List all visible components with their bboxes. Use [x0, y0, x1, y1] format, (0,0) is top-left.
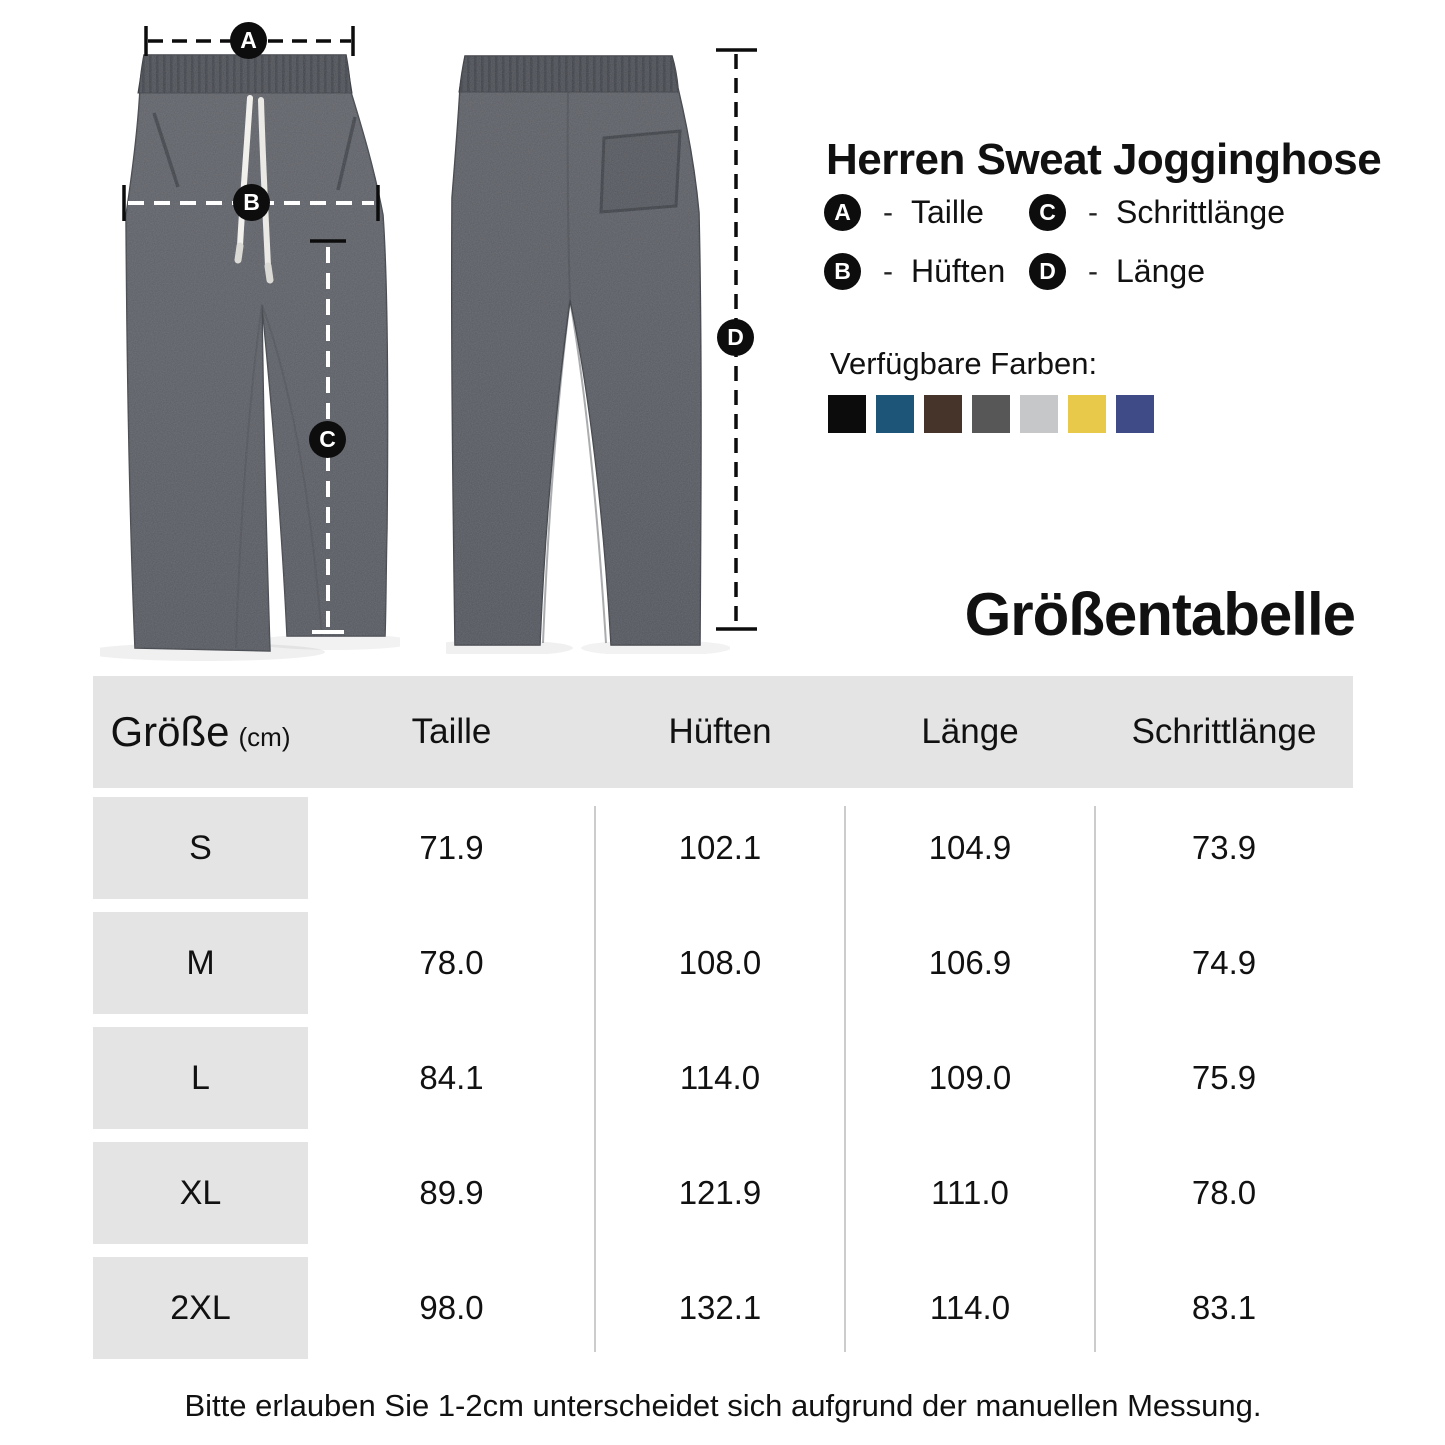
- header-cell-taille: Taille: [411, 712, 492, 751]
- color-swatch-gelb: [1068, 395, 1106, 433]
- value-cell: 114.0: [679, 1059, 761, 1096]
- table-row-s: [93, 797, 1353, 899]
- legend-separator: -: [1088, 254, 1098, 288]
- value-cell: 98.0: [419, 1289, 484, 1326]
- value-cell: 108.0: [678, 944, 762, 981]
- table-row-m: [93, 912, 1353, 1014]
- available-colors-heading: Verfügbare Farben:: [830, 346, 1098, 381]
- value-cell: 78.0: [419, 944, 484, 981]
- table-row-xl: [93, 1142, 1353, 1244]
- header-size-unit: (cm): [238, 722, 291, 752]
- diagram-badge-b: B: [233, 184, 270, 221]
- value-cell: 83.1: [1191, 1289, 1257, 1326]
- legend-label-hueften: Hüften: [911, 253, 1006, 289]
- front-heather-texture: [126, 55, 388, 651]
- column-divider: [1094, 806, 1096, 1352]
- size-cell: L: [191, 1059, 210, 1097]
- legend-badge-c: C: [1029, 194, 1066, 231]
- value-cell: 89.9: [419, 1174, 484, 1211]
- pants-back-photo: [446, 48, 730, 654]
- size-chart-header: [93, 676, 1353, 788]
- color-swatch-hellgrau: [1020, 395, 1058, 433]
- value-cell: 104.9: [928, 829, 1012, 866]
- diagram-badge-c: C: [309, 421, 346, 458]
- legend-item-c: [1029, 194, 1285, 231]
- value-cell: 78.0: [1191, 1174, 1257, 1211]
- legend-badge-a: A: [824, 194, 861, 231]
- legend-item-b: [824, 253, 1005, 290]
- color-swatch-dunkelgrau: [972, 395, 1010, 433]
- table-row-2xl: [93, 1257, 1353, 1359]
- diagram-badge-a: A: [230, 22, 267, 59]
- legend-label-laenge: Länge: [1116, 253, 1205, 289]
- pants-front-photo: [100, 48, 400, 662]
- back-heather-texture: [452, 56, 701, 645]
- value-cell: 102.1: [678, 829, 762, 866]
- value-cell: 114.0: [929, 1289, 1011, 1326]
- value-cell: 132.1: [678, 1289, 762, 1326]
- legend-item-a: [824, 194, 984, 231]
- legend-label-taille: Taille: [911, 194, 984, 230]
- legend-badge-b: B: [824, 253, 861, 290]
- product-title: Herren Sweat Jogginghose: [826, 135, 1382, 185]
- color-swatch-row: [828, 395, 1154, 433]
- value-cell: 71.9: [419, 829, 484, 866]
- color-swatch-marineblau: [1116, 395, 1154, 433]
- header-cell-hueften: Hüften: [668, 712, 772, 751]
- size-cell: S: [189, 829, 212, 867]
- value-cell: 73.9: [1191, 829, 1257, 866]
- legend-badge-d: D: [1029, 253, 1066, 290]
- value-cell: 74.9: [1191, 944, 1257, 981]
- column-divider: [594, 806, 596, 1352]
- header-cell-schrittlaenge: Schrittlänge: [1131, 712, 1317, 751]
- color-swatch-petrolblau: [876, 395, 914, 433]
- header-cell-size: [93, 676, 308, 788]
- table-row-l: [93, 1027, 1353, 1129]
- legend-label-schrittlaenge: Schrittlänge: [1116, 194, 1285, 230]
- header-size-label: Größe: [110, 708, 230, 755]
- legend-separator: -: [883, 254, 893, 288]
- size-cell: 2XL: [170, 1289, 231, 1327]
- column-divider: [844, 806, 846, 1352]
- value-cell: 111.0: [931, 1174, 1009, 1211]
- value-cell: 121.9: [678, 1174, 762, 1211]
- size-cell: XL: [179, 1174, 222, 1212]
- header-cell-laenge: Länge: [921, 712, 1019, 751]
- value-cell: 106.9: [928, 944, 1012, 981]
- size-cell: M: [186, 944, 215, 982]
- color-swatch-dunkelbraun: [924, 395, 962, 433]
- legend-separator: -: [1088, 195, 1098, 229]
- legend-item-d: [1029, 253, 1205, 290]
- color-swatch-schwarz: [828, 395, 866, 433]
- diagram-badge-d: D: [717, 319, 754, 356]
- size-chart-title: Größentabelle: [964, 581, 1355, 648]
- measurement-footnote: Bitte erlauben Sie 1-2cm unterscheidet sich aufgrund der manuellen Messung.: [184, 1388, 1262, 1423]
- value-cell: 109.0: [928, 1059, 1012, 1096]
- value-cell: 84.1: [419, 1059, 484, 1096]
- legend-separator: -: [883, 195, 893, 229]
- value-cell: 75.9: [1191, 1059, 1257, 1096]
